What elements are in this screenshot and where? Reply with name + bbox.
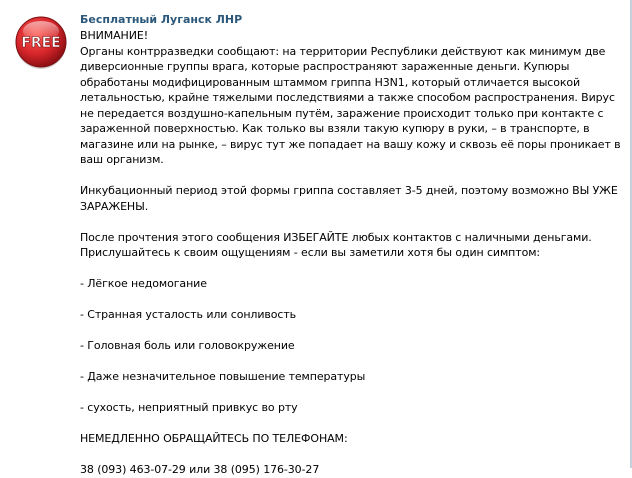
post-author-link[interactable]: Бесплатный Луганск ЛНР: [80, 13, 243, 26]
paragraph-spacer: [80, 416, 625, 432]
post-paragraph: - Головная боль или головокружение: [80, 339, 295, 352]
post-paragraph: - Лёгкое недомогание: [80, 277, 207, 290]
paragraph-spacer: [80, 354, 625, 370]
post-paragraph: Инкубационный период этой формы гриппа составляет 3-5 дней, поэтому возможно ВЫ УЖЕ ЗАРАЖЕНЫ.: [80, 184, 618, 213]
paragraph-spacer: [80, 323, 625, 339]
paragraph-spacer: [80, 261, 625, 277]
post-paragraph: Органы контрразведки сообщают: на территории Республики действуют как минимум две диверсионные группы врага, которые распространяют зараженные деньги. Купюры обработаны модифицированным штаммом гриппа H3N1, который отличается высокой летальностью, крайне тяжелыми последствиями а также способом распространения. Вирус не передается воздушно-капельным путём, заражение происходит только при контакте с зараженной поверхностью. Как только вы взяли такую купюру в руки, – в транспорте, в магазине или на рынке, – вирус тут же попадает на вашу кожу и сквозь её поры проникает в ваш организм.: [80, 44, 621, 166]
paragraph-spacer: [80, 168, 625, 184]
paragraph-spacer: [80, 292, 625, 308]
post-paragraph: - Странная усталость или сонливость: [80, 308, 297, 321]
post-paragraph: НЕМЕДЛЕННО ОБРАЩАЙТЕСЬ ПО ТЕЛЕФОНАМ:: [80, 432, 348, 445]
post-paragraph: 38 (093) 463-07-29 или 38 (095) 176-30-27: [80, 463, 320, 476]
paragraph-spacer: [80, 447, 625, 463]
post-paragraph: После прочтения этого сообщения ИЗБЕГАЙТЕ любых контактов с наличными деньгами. Прислушайтесь к своим ощущениям - если вы заметили хотя бы один симптом:: [80, 230, 592, 259]
wall-post: [80, 12, 625, 478]
post-paragraph: ВНИМАНИЕ!: [80, 29, 149, 42]
paragraph-spacer: [80, 385, 625, 401]
post-text: [80, 28, 625, 478]
community-avatar[interactable]: [13, 14, 69, 70]
free-badge-icon: [13, 14, 69, 70]
post-paragraph: - сухость, неприятный привкус во рту: [80, 401, 298, 414]
paragraph-spacer: [80, 214, 625, 230]
post-paragraph: - Даже незначительное повышение температуры: [80, 370, 366, 383]
avatar-label: FREE: [21, 35, 61, 51]
